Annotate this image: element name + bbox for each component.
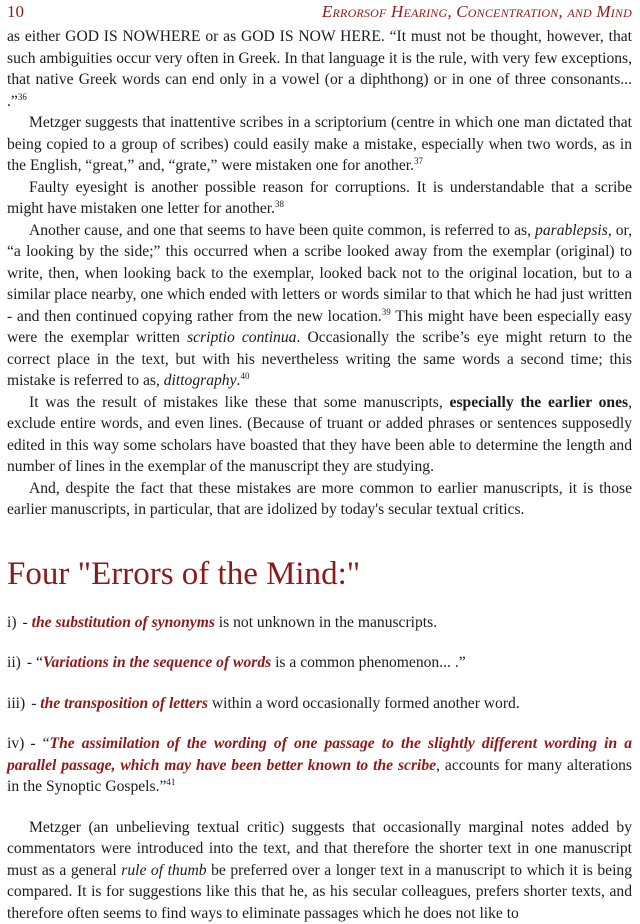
paragraph-5: It was the result of mistakes like these that some manuscripts, especially the earlier ones, exclude entire words, and even lines. (Because of truant or added phrases or sentences supposedly edited in this way some scholars have boasted that they have been able to determine the length and number of lines in the exemplar of the manuscript they are studying.	[7, 392, 632, 478]
footnote-ref-41[interactable]: 41	[166, 777, 175, 787]
list-item: ii) - “Variations in the sequence of words is a common phenomenon... .”	[7, 652, 632, 674]
paragraph-1: as either GOD IS NOWHERE or as GOD IS NOW HERE. “It must not be thought, however, that such ambiguities occur very often in Greek. In that language it is the rule, with very few exceptions, that native Greek words can end only in a vowel (or a diphthong) or in one of three consonants... .”$^{36}$	[7, 26, 632, 112]
footnote-ref-40[interactable]: 40	[240, 371, 249, 381]
term-scriptio-continua: scriptio continua	[187, 329, 296, 346]
section-heading: Four "Errors of the Mind:"	[7, 554, 632, 594]
item-number: i)	[7, 614, 17, 631]
item-number: iv)	[7, 735, 24, 752]
paragraph-6: And, despite the fact that these mistakes are more common to earlier manuscripts, it is those earlier manuscripts, in particular, that are idolized by today's secular textual critics.	[7, 478, 632, 521]
footnote-ref-39[interactable]: 39	[382, 306, 391, 316]
bold-phrase: especially the earlier ones	[450, 394, 629, 411]
item-emphasis: Variations in the sequence of words	[43, 654, 271, 671]
item-emphasis: the substitution of synonyms	[32, 614, 215, 631]
page-header	[7, 0, 632, 26]
list-item: iii) - the transposition of letters within a word occasionally formed another word.	[7, 693, 632, 715]
paragraph-2: Metzger suggests that inattentive scribes in a scriptorium (centre in which one man dictated that being copied to a group of scribes) could easily make a mistake, especially when two words, as in the English, “great,” and, “grate,” were mistaken one for another.$^{37}$	[7, 112, 632, 177]
running-title: Errorsof Hearing, Concentration, and Mind	[322, 2, 632, 22]
term-rule-of-thumb: rule of thumb	[121, 862, 206, 879]
list-item: i) - the substitution of synonyms is not unknown in the manuscripts.	[7, 612, 632, 634]
term-dittography: dittography	[164, 372, 237, 389]
item-emphasis: The assimilation of the wording of one passage to the slightly different wording in a parallel passage, which may have been better known to the scribe	[7, 735, 632, 774]
list-item: iv) - “The assimilation of the wording of one passage to the slightly different wording in a parallel passage, which may have been better known to the scribe, accounts for many alterations in the Synoptic Gospels.”$^{41}$	[7, 733, 632, 798]
item-emphasis: the transposition of letters	[40, 695, 208, 712]
paragraph-closing: Metzger (an unbelieving textual critic) suggests that occasionally marginal notes added by commentators were introduced into the text, and that therefore the shorter text in one manuscript must as a general rule of thumb be preferred over a longer text in a manuscript to which it is being compared. It is for suggestions like this that he, as his secular colleagues, prefers shorter texts, and therefore often seems to find ways to eliminate passages which he does not like to	[7, 817, 632, 924]
page-number: 10	[7, 2, 24, 22]
term-parablepsis: parablepsis	[535, 222, 608, 239]
paragraph-4: Another cause, and one that seems to have been quite common, is referred to as, parablepsis, or, “a looking by the side;” this occurred when a scribe looked away from the exemplar (original) to write, then, when looking back to the exemplar, looked back not to the original location, but to a similar place nearby, one which ended with letters or words similar to that which he had just written - and then continued copying rather from the new location.$^{39}$ This might have been especially easy were the exemplar written scriptio continua. Occasionally the scribe’s eye might return to the correct place in the text, but with his nevertheless writing the same words a second time; this mistake is referred to as, dittography.$^{40}$	[7, 220, 632, 392]
footnote-ref-38[interactable]: 38	[275, 199, 284, 209]
paragraph-3: Faulty eyesight is another possible reason for corruptions. It is understandable that a scribe might have mistaken one letter for another.$^{38}$	[7, 177, 632, 220]
item-number: iii)	[7, 695, 25, 712]
footnote-ref-37[interactable]: 37	[414, 156, 423, 166]
footnote-ref-36[interactable]: 36	[18, 91, 27, 101]
item-number: ii)	[7, 654, 21, 671]
